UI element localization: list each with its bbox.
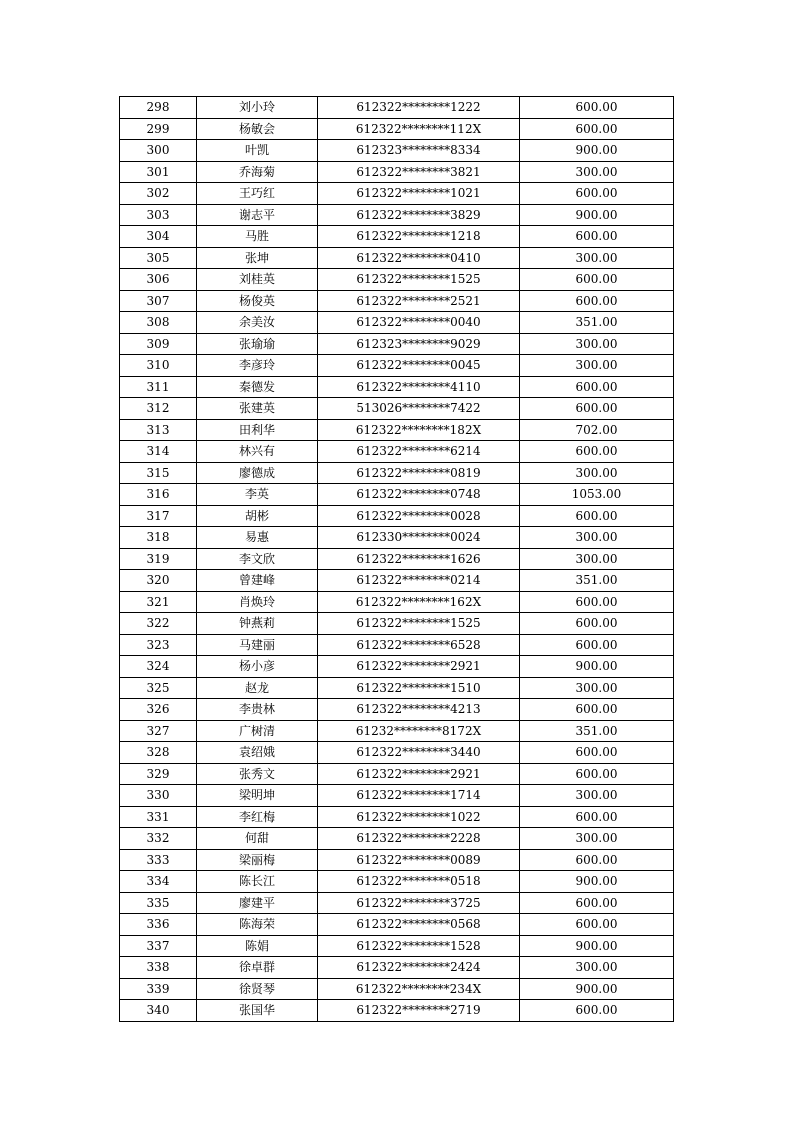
amount-cell: 300.00 bbox=[520, 355, 674, 377]
row-number-cell: 338 bbox=[120, 957, 197, 979]
name-cell: 梁明坤 bbox=[197, 785, 318, 807]
table-row bbox=[120, 828, 674, 850]
amount-cell: 351.00 bbox=[520, 312, 674, 334]
name-cell: 梁丽梅 bbox=[197, 849, 318, 871]
id-number-cell: 612322********0568 bbox=[318, 914, 520, 936]
row-number-cell: 311 bbox=[120, 376, 197, 398]
name-cell: 赵龙 bbox=[197, 677, 318, 699]
amount-cell: 600.00 bbox=[520, 1000, 674, 1022]
id-number-cell: 612322********0518 bbox=[318, 871, 520, 893]
name-cell: 李红梅 bbox=[197, 806, 318, 828]
table-row bbox=[120, 742, 674, 764]
table-row bbox=[120, 892, 674, 914]
table-row bbox=[120, 935, 674, 957]
amount-cell: 600.00 bbox=[520, 118, 674, 140]
id-number-cell: 612322********234X bbox=[318, 978, 520, 1000]
table-row bbox=[120, 591, 674, 613]
id-number-cell: 612322********6214 bbox=[318, 441, 520, 463]
amount-cell: 600.00 bbox=[520, 376, 674, 398]
row-number-cell: 322 bbox=[120, 613, 197, 635]
id-number-cell: 612323********9029 bbox=[318, 333, 520, 355]
row-number-cell: 317 bbox=[120, 505, 197, 527]
amount-cell: 900.00 bbox=[520, 656, 674, 678]
amount-cell: 1053.00 bbox=[520, 484, 674, 506]
amount-cell: 300.00 bbox=[520, 247, 674, 269]
row-number-cell: 320 bbox=[120, 570, 197, 592]
table-row bbox=[120, 785, 674, 807]
id-number-cell: 612322********1510 bbox=[318, 677, 520, 699]
row-number-cell: 304 bbox=[120, 226, 197, 248]
table-row bbox=[120, 183, 674, 205]
amount-cell: 300.00 bbox=[520, 677, 674, 699]
id-number-cell: 612323********8334 bbox=[318, 140, 520, 162]
id-number-cell: 513026********7422 bbox=[318, 398, 520, 420]
name-cell: 易惠 bbox=[197, 527, 318, 549]
id-number-cell: 612322********2921 bbox=[318, 763, 520, 785]
id-number-cell: 612322********4213 bbox=[318, 699, 520, 721]
row-number-cell: 329 bbox=[120, 763, 197, 785]
name-cell: 王巧红 bbox=[197, 183, 318, 205]
name-cell: 张坤 bbox=[197, 247, 318, 269]
amount-cell: 600.00 bbox=[520, 699, 674, 721]
name-cell: 广树清 bbox=[197, 720, 318, 742]
table-row bbox=[120, 419, 674, 441]
table-row bbox=[120, 161, 674, 183]
amount-cell: 702.00 bbox=[520, 419, 674, 441]
table-row bbox=[120, 613, 674, 635]
table-row bbox=[120, 806, 674, 828]
name-cell: 廖德成 bbox=[197, 462, 318, 484]
row-number-cell: 301 bbox=[120, 161, 197, 183]
amount-cell: 300.00 bbox=[520, 785, 674, 807]
row-number-cell: 313 bbox=[120, 419, 197, 441]
id-number-cell: 612322********0819 bbox=[318, 462, 520, 484]
row-number-cell: 306 bbox=[120, 269, 197, 291]
row-number-cell: 314 bbox=[120, 441, 197, 463]
table-row bbox=[120, 871, 674, 893]
id-number-cell: 612322********4110 bbox=[318, 376, 520, 398]
amount-cell: 600.00 bbox=[520, 441, 674, 463]
table-row bbox=[120, 634, 674, 656]
row-number-cell: 309 bbox=[120, 333, 197, 355]
id-number-cell: 612322********3725 bbox=[318, 892, 520, 914]
amount-cell: 300.00 bbox=[520, 548, 674, 570]
name-cell: 李文欣 bbox=[197, 548, 318, 570]
amount-cell: 600.00 bbox=[520, 892, 674, 914]
amount-cell: 600.00 bbox=[520, 290, 674, 312]
row-number-cell: 324 bbox=[120, 656, 197, 678]
amount-cell: 300.00 bbox=[520, 828, 674, 850]
amount-cell: 900.00 bbox=[520, 140, 674, 162]
name-cell: 李贵林 bbox=[197, 699, 318, 721]
table-row bbox=[120, 914, 674, 936]
row-number-cell: 321 bbox=[120, 591, 197, 613]
amount-cell: 600.00 bbox=[520, 742, 674, 764]
name-cell: 杨小彦 bbox=[197, 656, 318, 678]
row-number-cell: 331 bbox=[120, 806, 197, 828]
amount-cell: 600.00 bbox=[520, 505, 674, 527]
name-cell: 叶凯 bbox=[197, 140, 318, 162]
id-number-cell: 612322********0089 bbox=[318, 849, 520, 871]
id-number-cell: 612322********2719 bbox=[318, 1000, 520, 1022]
amount-cell: 300.00 bbox=[520, 333, 674, 355]
id-number-cell: 612322********2424 bbox=[318, 957, 520, 979]
name-cell: 张国华 bbox=[197, 1000, 318, 1022]
id-number-cell: 612322********1022 bbox=[318, 806, 520, 828]
table-row bbox=[120, 355, 674, 377]
row-number-cell: 332 bbox=[120, 828, 197, 850]
table-row bbox=[120, 527, 674, 549]
table-row bbox=[120, 484, 674, 506]
name-cell: 刘小玲 bbox=[197, 97, 318, 119]
id-number-cell: 612322********1528 bbox=[318, 935, 520, 957]
name-cell: 袁绍娥 bbox=[197, 742, 318, 764]
name-cell: 肖焕玲 bbox=[197, 591, 318, 613]
id-number-cell: 612322********6528 bbox=[318, 634, 520, 656]
table-row bbox=[120, 97, 674, 119]
id-number-cell: 612322********3821 bbox=[318, 161, 520, 183]
row-number-cell: 339 bbox=[120, 978, 197, 1000]
name-cell: 陈海荣 bbox=[197, 914, 318, 936]
name-cell: 杨俊英 bbox=[197, 290, 318, 312]
table-row bbox=[120, 570, 674, 592]
row-number-cell: 336 bbox=[120, 914, 197, 936]
name-cell: 乔海菊 bbox=[197, 161, 318, 183]
row-number-cell: 315 bbox=[120, 462, 197, 484]
amount-cell: 600.00 bbox=[520, 849, 674, 871]
row-number-cell: 327 bbox=[120, 720, 197, 742]
row-number-cell: 307 bbox=[120, 290, 197, 312]
name-cell: 胡彬 bbox=[197, 505, 318, 527]
id-number-cell: 612322********0214 bbox=[318, 570, 520, 592]
table-row bbox=[120, 677, 674, 699]
row-number-cell: 300 bbox=[120, 140, 197, 162]
table-row bbox=[120, 763, 674, 785]
id-number-cell: 612322********0410 bbox=[318, 247, 520, 269]
row-number-cell: 323 bbox=[120, 634, 197, 656]
amount-cell: 351.00 bbox=[520, 570, 674, 592]
id-number-cell: 612322********2921 bbox=[318, 656, 520, 678]
table-row bbox=[120, 269, 674, 291]
table-row bbox=[120, 1000, 674, 1022]
name-cell: 徐卓群 bbox=[197, 957, 318, 979]
amount-cell: 300.00 bbox=[520, 161, 674, 183]
name-cell: 陈娟 bbox=[197, 935, 318, 957]
name-cell: 何甜 bbox=[197, 828, 318, 850]
row-number-cell: 334 bbox=[120, 871, 197, 893]
id-number-cell: 612322********0028 bbox=[318, 505, 520, 527]
amount-cell: 600.00 bbox=[520, 226, 674, 248]
table-row bbox=[120, 978, 674, 1000]
name-cell: 杨敏会 bbox=[197, 118, 318, 140]
row-number-cell: 302 bbox=[120, 183, 197, 205]
row-number-cell: 337 bbox=[120, 935, 197, 957]
table-row bbox=[120, 204, 674, 226]
id-number-cell: 612322********1626 bbox=[318, 548, 520, 570]
table-row bbox=[120, 656, 674, 678]
row-number-cell: 340 bbox=[120, 1000, 197, 1022]
name-cell: 余美汝 bbox=[197, 312, 318, 334]
row-number-cell: 328 bbox=[120, 742, 197, 764]
amount-cell: 600.00 bbox=[520, 183, 674, 205]
id-number-cell: 612322********3440 bbox=[318, 742, 520, 764]
name-cell: 李英 bbox=[197, 484, 318, 506]
name-cell: 曾建峰 bbox=[197, 570, 318, 592]
amount-cell: 600.00 bbox=[520, 634, 674, 656]
row-number-cell: 298 bbox=[120, 97, 197, 119]
amount-cell: 600.00 bbox=[520, 613, 674, 635]
table-row bbox=[120, 462, 674, 484]
row-number-cell: 299 bbox=[120, 118, 197, 140]
amount-cell: 900.00 bbox=[520, 871, 674, 893]
amount-cell: 600.00 bbox=[520, 806, 674, 828]
amount-cell: 900.00 bbox=[520, 935, 674, 957]
id-number-cell: 612322********112X bbox=[318, 118, 520, 140]
name-cell: 徐贤琴 bbox=[197, 978, 318, 1000]
table-row bbox=[120, 290, 674, 312]
row-number-cell: 319 bbox=[120, 548, 197, 570]
amount-cell: 600.00 bbox=[520, 398, 674, 420]
id-number-cell: 612322********1021 bbox=[318, 183, 520, 205]
name-cell: 秦德发 bbox=[197, 376, 318, 398]
table-row bbox=[120, 849, 674, 871]
id-number-cell: 612322********182X bbox=[318, 419, 520, 441]
amount-cell: 300.00 bbox=[520, 462, 674, 484]
id-number-cell: 612322********2521 bbox=[318, 290, 520, 312]
amount-cell: 600.00 bbox=[520, 763, 674, 785]
name-cell: 张建英 bbox=[197, 398, 318, 420]
name-cell: 刘桂英 bbox=[197, 269, 318, 291]
row-number-cell: 303 bbox=[120, 204, 197, 226]
row-number-cell: 326 bbox=[120, 699, 197, 721]
table-row bbox=[120, 441, 674, 463]
table-row bbox=[120, 333, 674, 355]
amount-cell: 300.00 bbox=[520, 527, 674, 549]
name-cell: 廖建平 bbox=[197, 892, 318, 914]
name-cell: 李彦玲 bbox=[197, 355, 318, 377]
name-cell: 马胜 bbox=[197, 226, 318, 248]
amount-cell: 900.00 bbox=[520, 204, 674, 226]
id-number-cell: 612322********3829 bbox=[318, 204, 520, 226]
table-row bbox=[120, 118, 674, 140]
table-row bbox=[120, 548, 674, 570]
id-number-cell: 612330********0024 bbox=[318, 527, 520, 549]
table-row bbox=[120, 312, 674, 334]
table-row bbox=[120, 720, 674, 742]
row-number-cell: 308 bbox=[120, 312, 197, 334]
table-row bbox=[120, 699, 674, 721]
amount-cell: 600.00 bbox=[520, 914, 674, 936]
row-number-cell: 335 bbox=[120, 892, 197, 914]
id-number-cell: 612322********162X bbox=[318, 591, 520, 613]
row-number-cell: 312 bbox=[120, 398, 197, 420]
id-number-cell: 612322********1525 bbox=[318, 613, 520, 635]
id-number-cell: 612322********0045 bbox=[318, 355, 520, 377]
table-row bbox=[120, 226, 674, 248]
table-row bbox=[120, 247, 674, 269]
name-cell: 田利华 bbox=[197, 419, 318, 441]
row-number-cell: 330 bbox=[120, 785, 197, 807]
table-row bbox=[120, 957, 674, 979]
id-number-cell: 612322********1525 bbox=[318, 269, 520, 291]
amount-cell: 300.00 bbox=[520, 957, 674, 979]
name-cell: 谢志平 bbox=[197, 204, 318, 226]
roster-table-body bbox=[120, 97, 674, 1022]
name-cell: 陈长江 bbox=[197, 871, 318, 893]
amount-cell: 600.00 bbox=[520, 269, 674, 291]
id-number-cell: 612322********1218 bbox=[318, 226, 520, 248]
table-row bbox=[120, 398, 674, 420]
document-page bbox=[119, 96, 673, 1022]
row-number-cell: 310 bbox=[120, 355, 197, 377]
id-number-cell: 612322********0040 bbox=[318, 312, 520, 334]
table-row bbox=[120, 140, 674, 162]
row-number-cell: 318 bbox=[120, 527, 197, 549]
row-number-cell: 325 bbox=[120, 677, 197, 699]
name-cell: 张秀文 bbox=[197, 763, 318, 785]
table-row bbox=[120, 505, 674, 527]
id-number-cell: 612322********0748 bbox=[318, 484, 520, 506]
amount-cell: 600.00 bbox=[520, 591, 674, 613]
name-cell: 钟燕莉 bbox=[197, 613, 318, 635]
name-cell: 马建丽 bbox=[197, 634, 318, 656]
id-number-cell: 61232********8172X bbox=[318, 720, 520, 742]
amount-cell: 351.00 bbox=[520, 720, 674, 742]
amount-cell: 600.00 bbox=[520, 97, 674, 119]
row-number-cell: 305 bbox=[120, 247, 197, 269]
id-number-cell: 612322********2228 bbox=[318, 828, 520, 850]
id-number-cell: 612322********1714 bbox=[318, 785, 520, 807]
roster-table bbox=[119, 96, 674, 1022]
name-cell: 林兴有 bbox=[197, 441, 318, 463]
row-number-cell: 316 bbox=[120, 484, 197, 506]
table-row bbox=[120, 376, 674, 398]
name-cell: 张瑜瑜 bbox=[197, 333, 318, 355]
amount-cell: 900.00 bbox=[520, 978, 674, 1000]
row-number-cell: 333 bbox=[120, 849, 197, 871]
id-number-cell: 612322********1222 bbox=[318, 97, 520, 119]
